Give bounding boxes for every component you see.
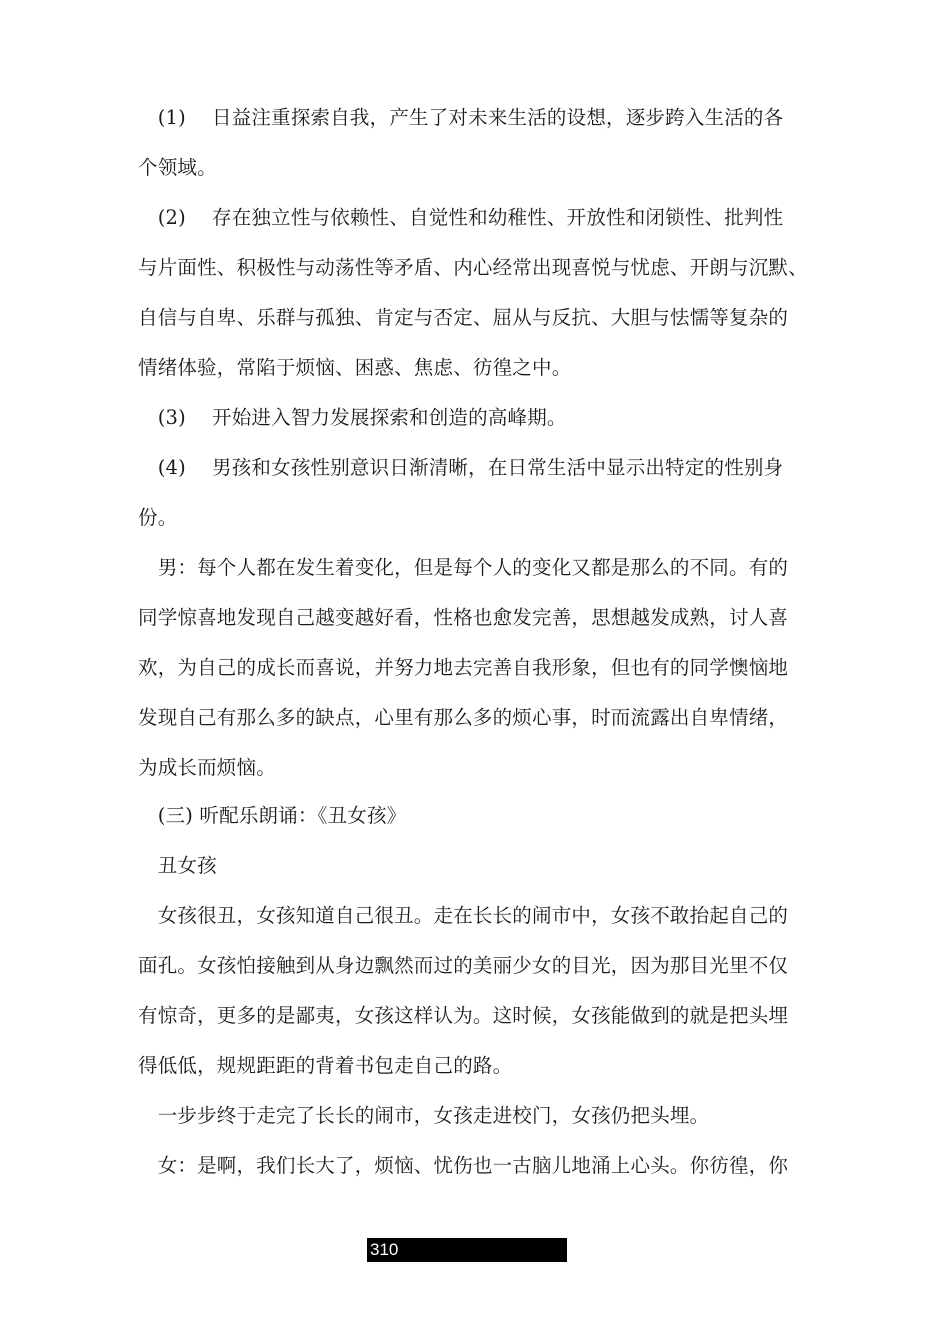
- text-line: 欢，为自己的成长而喜说，并努力地去完善自我形象，但也有的同学懊恼地: [138, 656, 789, 679]
- text-line: (1) 日益注重探索自我，产生了对未来生活的设想，逐步跨入生活的各: [138, 106, 784, 129]
- text-line: 女孩很丑，女孩知道自己很丑。走在长长的闹市中，女孩不敢抬起自己的: [138, 904, 789, 927]
- text-line: (3) 开始进入智力发展探索和创造的高峰期。: [138, 406, 567, 429]
- text-line: 一步步终于走完了长长的闹市，女孩走进校门，女孩仍把头埋。: [138, 1104, 710, 1127]
- text-line: 与片面性、积极性与动荡性等矛盾、内心经常出现喜悦与忧虑、开朗与沉默、: [138, 256, 808, 279]
- text-line: 发现自己有那么多的缺点，心里有那么多的烦心事，时而流露出自卑情绪，: [138, 706, 789, 729]
- text-line: 有惊奇，更多的是鄙夷，女孩这样认为。这时候，女孩能做到的就是把头埋: [138, 1004, 789, 1027]
- text-line: 个领域。: [138, 156, 217, 179]
- text-line: 男：每个人都在发生着变化，但是每个人的变化又都是那么的不同。有的: [138, 556, 789, 579]
- poem-title: 丑女孩: [138, 854, 217, 877]
- text-line: 得低低，规规距距的背着书包走自己的路。: [138, 1054, 513, 1077]
- text-line: 面孔。女孩怕接触到从身边飘然而过的美丽少女的目光，因为那目光里不仅: [138, 954, 789, 977]
- section-heading: (三) 听配乐朗诵：《丑女孩》: [138, 804, 407, 827]
- text-line: (4) 男孩和女孩性别意识日渐清晰，在日常生活中显示出特定的性别身: [138, 456, 784, 479]
- text-line: (2) 存在独立性与依赖性、自觉性和幼稚性、开放性和闭锁性、批判性: [138, 206, 784, 229]
- text-line: 份。: [138, 506, 178, 529]
- text-line: 情绪体验，常陷于烦恼、困惑、焦虑、彷徨之中。: [138, 356, 572, 379]
- text-line: 为成长而烦恼。: [138, 756, 276, 779]
- text-line: 女：是啊，我们长大了，烦恼、忧伤也一古脑儿地涌上心头。你彷徨，你: [138, 1154, 789, 1177]
- text-line: 同学惊喜地发现自己越变越好看，性格也愈发完善，思想越发成熟，讨人喜: [138, 606, 789, 629]
- page-number: 310: [370, 1240, 399, 1259]
- text-line: 自信与自卑、乐群与孤独、肯定与否定、屈从与反抗、大胆与怯懦等复杂的: [138, 306, 789, 329]
